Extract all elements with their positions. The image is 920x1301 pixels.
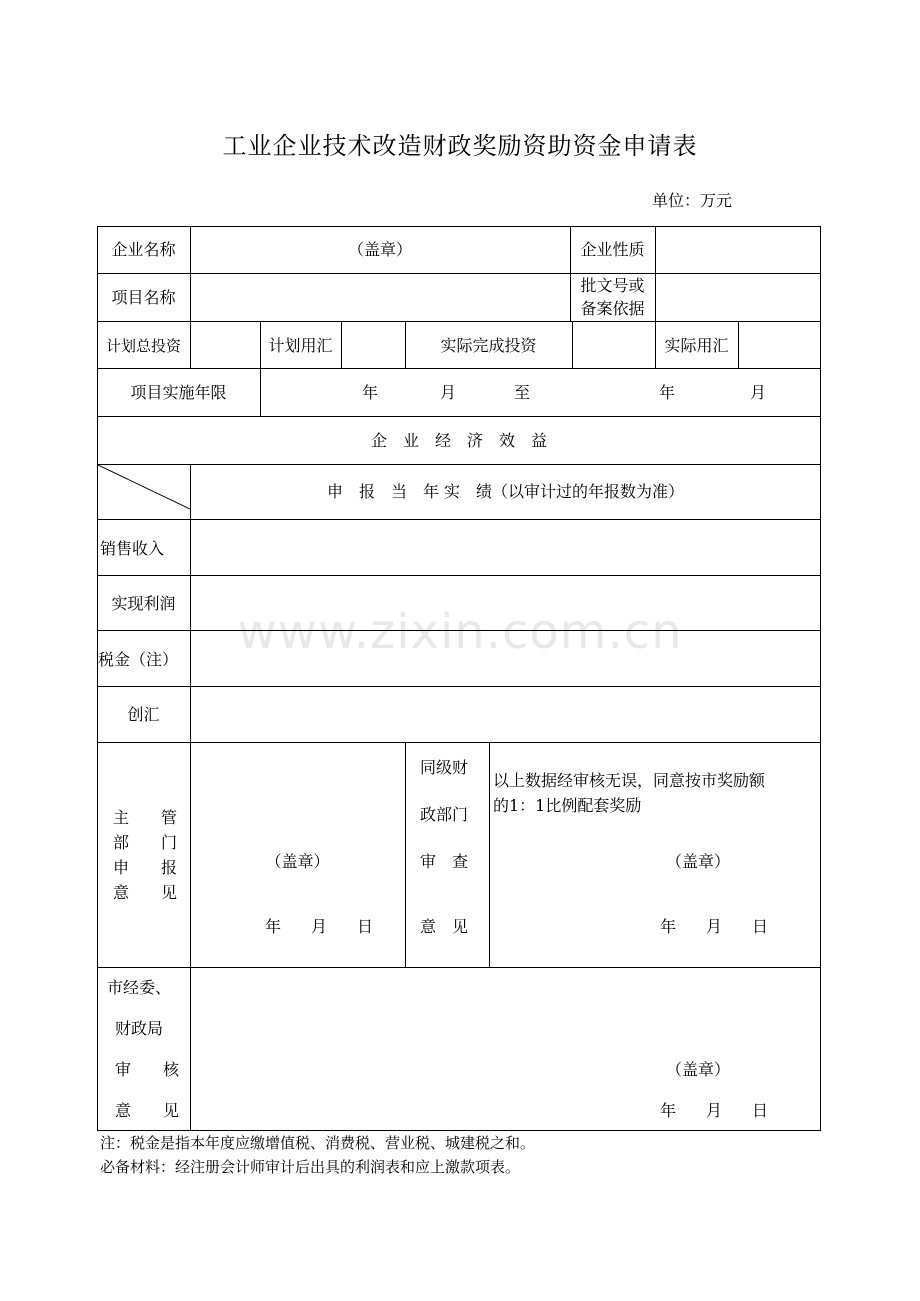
- declared-performance-header: 申 报 当 年 实 绩（以审计过的年报数为准）: [326, 482, 685, 501]
- dept-opinion-label-line-4: 意 见: [113, 883, 178, 902]
- dept-opinion-label-line-1: 主 管: [113, 808, 178, 827]
- seal-label: （盖章）: [347, 240, 412, 259]
- company-name-label: 企业名称: [111, 240, 176, 259]
- planned-forex-field[interactable]: [343, 323, 404, 367]
- city-review-label-line-3: 审 核: [115, 1060, 180, 1079]
- to-label: 至: [514, 383, 531, 402]
- project-name-field[interactable]: [193, 276, 568, 320]
- approval-label-line-2: 备案依据: [580, 299, 645, 318]
- page-title: 工业企业技术改造财政奖励资助资金申请表: [222, 132, 698, 160]
- col-divider: [489, 742, 490, 968]
- dept-year-label: 年: [265, 917, 282, 936]
- end-year-label: 年: [659, 383, 676, 402]
- actual-forex-field[interactable]: [740, 323, 819, 367]
- finance-day-label: 日: [752, 917, 769, 936]
- row-divider: [97, 416, 821, 417]
- end-month-label: 月: [750, 383, 767, 402]
- company-nature-field[interactable]: [657, 228, 819, 272]
- tax-label: 税金（注）: [98, 650, 179, 669]
- finance-label-line-3: 审 查: [420, 852, 469, 871]
- sales-revenue-label: 销售收入: [100, 539, 165, 558]
- finance-month-label: 月: [706, 917, 723, 936]
- city-year-label: 年: [660, 1101, 677, 1120]
- finance-opinion-text-line-1: 以上数据经审核无误，同意按市奖励额: [493, 771, 766, 790]
- finance-label-line-4: 意 见: [420, 917, 469, 936]
- row-divider: [97, 630, 821, 631]
- finance-seal-label: （盖章）: [666, 852, 731, 871]
- col-divider: [405, 742, 406, 968]
- row-divider: [97, 464, 821, 465]
- row-divider: [97, 967, 821, 968]
- row-divider: [97, 519, 821, 520]
- col-divider: [738, 321, 739, 369]
- company-name-field[interactable]: [193, 240, 567, 260]
- city-review-label-line-1: 市经委、: [107, 978, 172, 997]
- finance-label-line-2: 政部门: [420, 805, 469, 824]
- city-month-label: 月: [706, 1101, 723, 1120]
- dept-opinion-label-line-2: 部 门: [113, 833, 178, 852]
- approval-field[interactable]: [657, 276, 819, 320]
- actual-forex-label: 实际用汇: [664, 336, 729, 355]
- dept-seal-label: （盖章）: [265, 852, 330, 871]
- col-divider: [190, 226, 191, 369]
- city-day-label: 日: [752, 1101, 769, 1120]
- actual-investment-field[interactable]: [574, 323, 654, 367]
- city-review-label-line-4: 意 见: [115, 1101, 180, 1120]
- row-divider: [97, 742, 821, 743]
- profit-label: 实现利润: [111, 594, 176, 613]
- planned-investment-label: 计划总投资: [105, 337, 181, 355]
- forex-earned-label: 创汇: [127, 705, 160, 724]
- dept-month-label: 月: [311, 917, 328, 936]
- col-divider: [572, 321, 573, 369]
- finance-label-line-1: 同级财: [420, 758, 469, 777]
- dept-opinion-label-line-3: 申 报: [113, 858, 178, 877]
- tax-field[interactable]: [193, 632, 819, 685]
- row-divider: [97, 368, 821, 369]
- unit-label: 单位：万元: [652, 191, 733, 210]
- row-divider: [97, 321, 821, 322]
- row-divider: [97, 575, 821, 576]
- profit-field[interactable]: [193, 577, 819, 630]
- approval-label-line-1: 批文号或: [580, 276, 645, 295]
- city-seal-label: （盖章）: [666, 1060, 731, 1079]
- planned-investment-field[interactable]: [192, 323, 259, 367]
- col-divider: [190, 464, 191, 1131]
- col-divider: [341, 321, 342, 369]
- start-year-label: 年: [362, 383, 379, 402]
- economic-benefit-header: 企 业 经 济 效 益: [370, 431, 547, 450]
- start-month-label: 月: [440, 383, 457, 402]
- watermark: www.zixin.com.cn: [237, 604, 683, 660]
- finance-opinion-text-line-2: 的1：1比例配套奖励: [493, 796, 642, 815]
- dept-day-label: 日: [357, 917, 374, 936]
- sales-revenue-field[interactable]: [193, 521, 819, 574]
- city-review-label-line-2: 财政局: [115, 1019, 164, 1038]
- row-divider: [97, 273, 821, 274]
- actual-investment-label: 实际完成投资: [440, 336, 537, 355]
- planned-forex-label: 计划用汇: [268, 336, 333, 355]
- implementation-period-label: 项目实施年限: [130, 383, 227, 402]
- row-divider: [97, 686, 821, 687]
- diagonal-header-line: [98, 465, 190, 520]
- project-name-label: 项目名称: [111, 288, 176, 307]
- required-materials-note: 必备材料：经注册会计师审计后出具的利润表和应上激款项表。: [100, 1158, 521, 1176]
- tax-footnote: 注：税金是指本年度应缴增值税、消费税、营业税、城建税之和。: [100, 1134, 536, 1152]
- finance-year-label: 年: [660, 917, 677, 936]
- forex-earned-field[interactable]: [193, 688, 819, 741]
- company-nature-label: 企业性质: [580, 240, 645, 259]
